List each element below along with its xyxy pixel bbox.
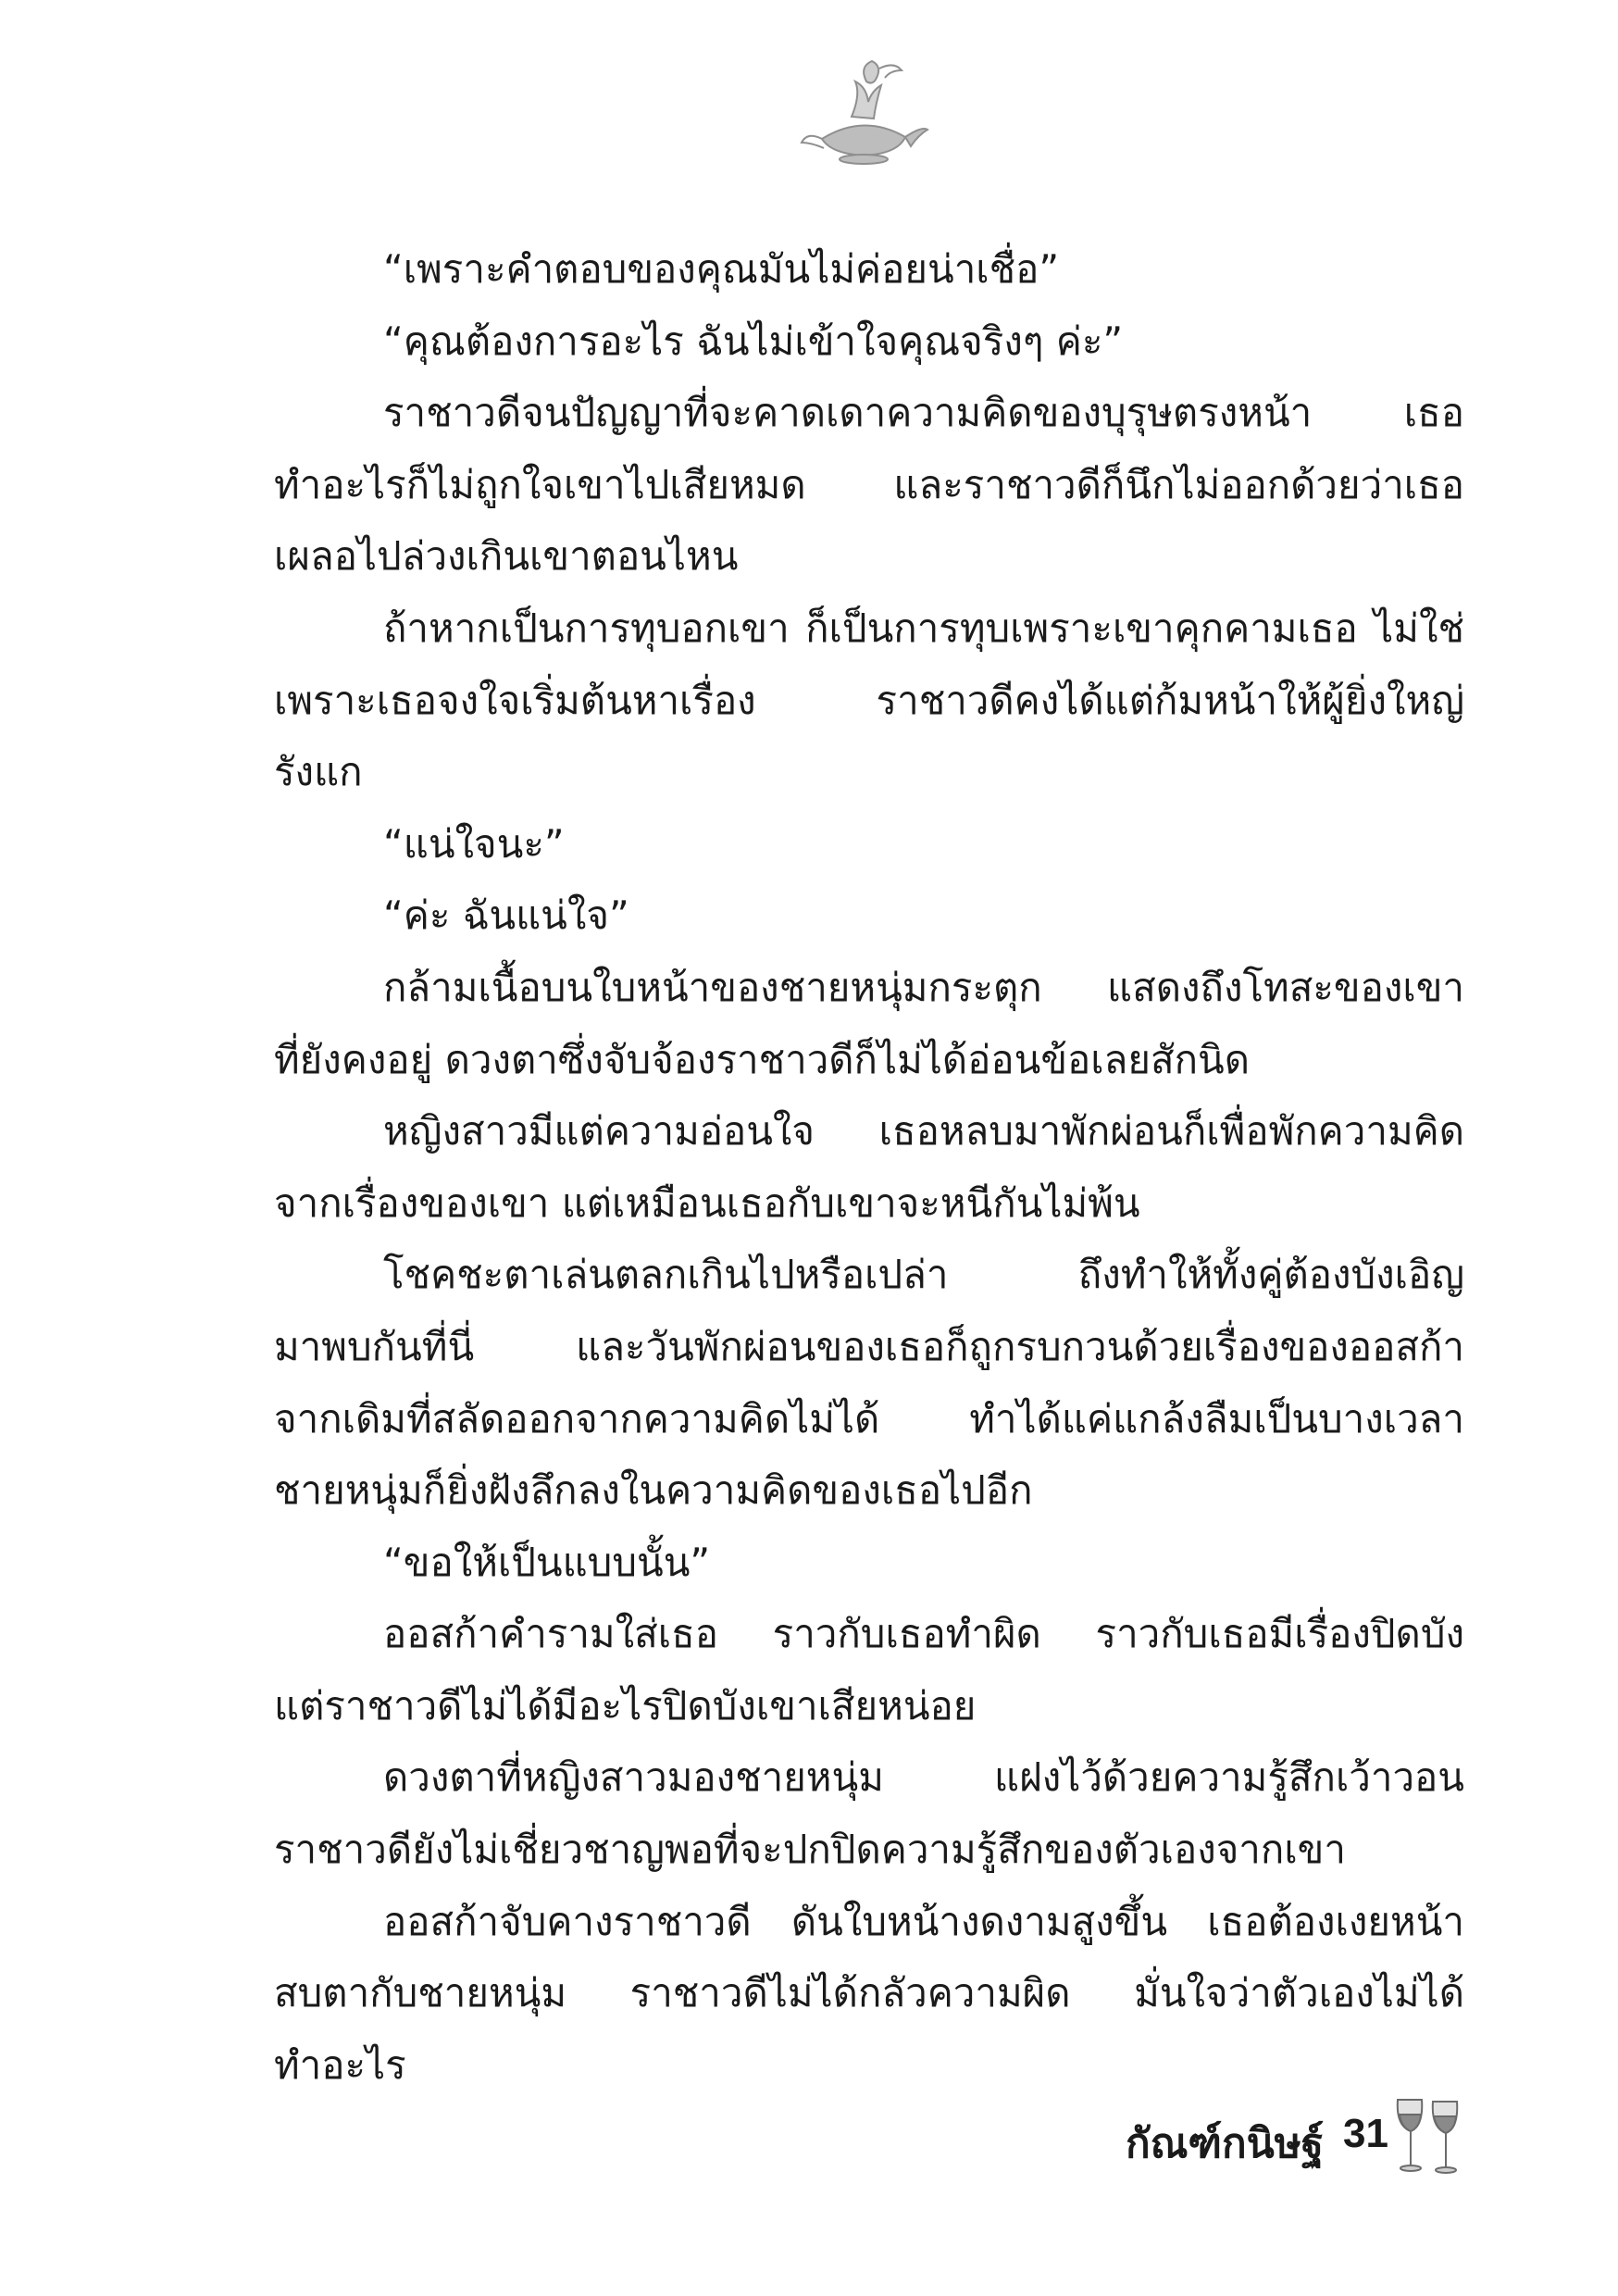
text-line: เผลอไปล่วงเกินเขาตอนไหน — [274, 533, 739, 580]
text-line: หญิงสาวมีแต่ความอ่อนใจ เธอหลบมาพักผ่อนก็เพื่อพักความคิด — [383, 1108, 1464, 1154]
text-line: จากเรื่องของเขา แต่เหมือนเธอกับเขาจะหนีกันไม่พ้น — [274, 1179, 1140, 1226]
text-line: “ค่ะ ฉันแน่ใจ” — [383, 892, 629, 939]
text-line: ดวงตาที่หญิงสาวมองชายหนุ่ม แฝงไว้ด้วยความรู้สึกเว้าวอน — [383, 1754, 1464, 1801]
text-line: มาพบกันที่นี่ และวันพักผ่อนของเธอก็ถูกรบกวนด้วยเรื่องของออสก้า — [274, 1323, 1464, 1369]
text-line: แต่ราชาวดีไม่ได้มีอะไรปิดบังเขาเสียหน่อย — [274, 1682, 977, 1728]
text-line: กล้ามเนื้อบนใบหน้าของชายหนุ่มกระตุก แสดงถึงโทสะของเขา — [383, 964, 1464, 1010]
body-text — [274, 233, 1464, 2101]
text-line: จากเดิมที่สลัดออกจากความคิดไม่ได้ ทำได้แค่แกล้งลืมเป็นบางเวลา — [274, 1395, 1464, 1441]
text-line: “แน่ใจนะ” — [383, 820, 565, 867]
text-line: เพราะเธอจงใจเริ่มต้นหาเรื่อง ราชาวดีคงได้แต่ก้มหน้าให้ผู้ยิ่งใหญ่ — [274, 677, 1464, 723]
wine-glasses-icon — [1392, 2094, 1464, 2179]
text-line: “ขอให้เป็นแบบนั้น” — [383, 1539, 711, 1585]
text-line: ที่ยังคงอยู่ ดวงตาซึ่งจับจ้องราชาวดีก็ไม่ได้อ่อนข้อเลยสักนิด — [274, 1036, 1251, 1082]
text-line: ถ้าหากเป็นการทุบอกเขา ก็เป็นการทุบเพราะเขาคุกคามเธอ ไม่ใช่ — [383, 605, 1464, 651]
text-line: โชคชะตาเล่นตลกเกินไปหรือเปล่า ถึงทำให้ทั้งคู่ต้องบังเอิญ — [383, 1252, 1464, 1298]
text-line: ราชาวดียังไม่เชี่ยวชาญพอที่จะปกปิดความรู้สึกของตัวเองจากเขา — [274, 1827, 1346, 1873]
text-line: รังแก — [274, 749, 363, 795]
genie-lamp-icon — [794, 57, 933, 168]
text-line: ทำอะไร — [274, 2041, 406, 2088]
text-line: “คุณต้องการอะไร ฉันไม่เข้าใจคุณจริงๆ ค่ะ” — [383, 318, 1124, 364]
text-line: ชายหนุ่มก็ยิ่งฝังลึกลงในความคิดของเธอไปอีก — [274, 1467, 1033, 1514]
text-line: “เพราะคำตอบของคุณมันไม่ค่อยน่าเชื่อ” — [383, 246, 1060, 292]
text-line: ราชาวดีจนปัญญาที่จะคาดเดาความคิดของบุรุษตรงหน้า เธอ — [383, 390, 1464, 436]
text-line: ทำอะไรก็ไม่ถูกใจเขาไปเสียหมด และราชาวดีก็นึกไม่ออกด้วยว่าเธอ — [274, 461, 1464, 507]
page-footer — [1055, 2094, 1481, 2187]
text-line: ออสก้าคำรามใส่เธอ ราวกับเธอทำผิด ราวกับเธอมีเรื่องปิดบัง — [383, 1611, 1464, 1657]
page-number: 31 — [1343, 2111, 1388, 2156]
text-line: สบตากับชายหนุ่ม ราชาวดีไม่ได้กลัวความผิด มั่นใจว่าตัวเองไม่ได้ — [274, 1970, 1464, 2016]
book-title: กัณฑ์กนิษฐ์ — [1126, 2120, 1324, 2167]
text-line: ออสก้าจับคางราชาวดี ดันใบหน้างดงามสูงขึ้น เธอต้องเงยหน้า — [383, 1898, 1464, 1944]
